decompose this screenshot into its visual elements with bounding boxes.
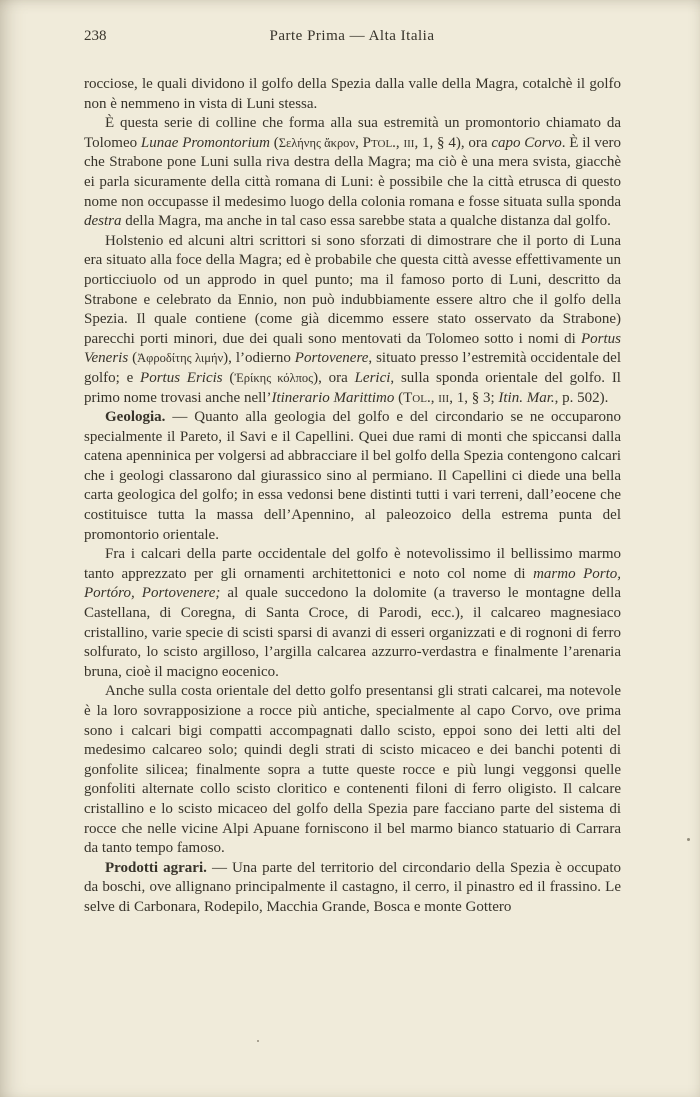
text-run: , <box>355 134 363 151</box>
text-run: Ptol. <box>362 134 396 151</box>
paragraph <box>84 682 621 858</box>
paragraph <box>84 114 621 232</box>
text-run: , sulla sponda orientale del golfo. Il primo nome trovasi anche nell’ <box>84 369 621 406</box>
text-run: Ἀφροδίτης λιμήν <box>137 351 224 366</box>
text-run: ( <box>269 134 279 151</box>
scan-speck <box>687 838 690 841</box>
text-run: Lerici <box>354 369 391 386</box>
text-run: iii <box>438 389 450 406</box>
paragraph <box>84 232 621 408</box>
text-run: Holstenio ed alcuni altri scrittori si sono sforzati di dimostrare che il porto di Luna era situato alla foce della Magra; ed è probabile che questa città avesse effettivamente un porticciuolo od un approdo in quel punto; ma il famoso porto di Luni, descritto da Strabone e celebrato da Ennio, non può indubbiamente essere altro che il golfo della Spezia. Il quale contiene (come già dicemmo essere stato osservato da Strabone) parecchi porti minori, due dei quali sono mentovati da Tolomeo sotto i nomi di <box>84 232 621 347</box>
text-run: rocciose, le quali dividono il golfo della Spezia dalla valle della Magra, cotalchè il golfo non è nemmeno in vista di Luni stessa. <box>84 76 621 112</box>
text-run: ), l’odierno <box>223 350 295 367</box>
paragraph <box>84 545 621 682</box>
text-run: al quale succedono la dolomite (a traverso le montagne della Castellana, di Coregna, di Santa Croce, di Parodi, ecc.), il calcareo magnesiaco cristallino, varie specie di scisti sparsi di avanzi di esseri organizzati e di rognoni di ferro solfurato, lo scisto argilloso, l’argilla calcarea azzurro-verdastra e finalmente l’arenaria bruna, cioè il macigno eocenico. <box>84 585 621 680</box>
text-run: , <box>430 389 439 406</box>
text-run: Portus Veneris <box>84 330 621 367</box>
text-run: Anche sulla costa orientale del detto golfo presentansi gli strati calcarei, ma notevole è la loro sovrapposizione a rocce più antiche, specialmente al capo Corvo, ove prima sono i calcari bigi compatti accompagnati dallo scisto, eppoi sono dei letti alti del medesimo calcareo solo; quindi degli strati di scisto micaceo e dei banchi potenti di gonfolite silicea; finalmente sopra a tutte queste rocce e più lungi veggonsi quelle gonfoliti alternate collo scisto cloritico e contenenti filoni di ferro oligisto. Il calcare cristallino e lo scisto micaceo del golfo della Spezia pare facciano parte del sistema di rocce che nelle vicine Alpi Apuane forniscono il bel marmo bianco statuario di Carrara da tanto tempo famoso. <box>84 683 621 857</box>
text-run: . È il vero che Strabone pone Luni sulla riva destra della Magra; ma ciò è una mera svista, giacchè ei parla sicuramente della città romana di Luni: è possibile che la città etrusca di questo nome non occupasse il medesimo luogo della colonia romana e fosse situata sulla sponda <box>84 134 622 210</box>
text-run: Itin. Mar. <box>498 389 555 406</box>
text-run: , p. 502). <box>554 389 609 406</box>
page-number: 238 <box>84 28 107 44</box>
text-run: Tol. <box>403 389 431 406</box>
text-run: ), ora <box>313 369 355 386</box>
text-run: È questa serie di colline che forma alla sua estremità un promontorio chiamato da Tolomeo <box>84 115 621 151</box>
text-run: Portus Ericis <box>140 369 223 386</box>
page-header <box>84 28 620 48</box>
running-title: Parte Prima — Alta Italia <box>269 28 435 44</box>
paragraph-prodotti-agrari <box>84 859 621 918</box>
text-run: Ἐρίκης κόλπος <box>234 370 314 385</box>
text-run: ( <box>222 369 235 386</box>
text-run: iii <box>403 134 415 151</box>
text-run: , <box>395 134 404 151</box>
text-run: — Quanto alla geologia del golfo e del circondario se ne occuparono specialmente il Pareto, il Savi e il Capellini. Quei due rami di monti che spiccansi dalla catena apenninica per volgersi ad abbracciare il bel golfo della Spezia contengono calcari che i geologi classarono dal giurassico sino al permiano. Il Capellini ci diede una bella carta geologica del golfo; in essa vedonsi bene distinti tutti i vari terreni, dall’eocene che costituisce tutta la massa dell’Apennino, al paleozoico della estrema punta del promontorio orientale. <box>84 409 621 543</box>
text-run: , situato presso l’estremità occidentale del golfo; e <box>84 350 622 386</box>
scan-speck <box>257 1040 259 1042</box>
text-run: capo Corvo <box>491 134 562 151</box>
text-run: marmo Porto, Portóro, Portovenere; <box>84 565 621 602</box>
text-block <box>84 75 621 918</box>
text-run: — Una parte del territorio del circondario della Spezia è occupato da boschi, ove allignano principalmente il castagno, il cerro, il pinastro ed il frassino. Le selve di Carbonara, Rodepilo, Macchia Grande, Bosca e monte Gottero <box>84 859 621 915</box>
text-run: Geologia. <box>105 409 166 426</box>
text-run: destra <box>84 213 122 230</box>
text-run: , 1, § 3; <box>449 389 499 406</box>
paragraph <box>84 75 621 114</box>
text-run: Σελήνης ἄκρον <box>278 135 356 150</box>
text-run: della Magra, ma anche in tal caso essa sarebbe stata a qualche distanza dal golfo. <box>121 213 611 230</box>
text-run: Lunae Promontorium <box>140 134 270 151</box>
text-run: ( <box>128 350 138 367</box>
text-run: Fra i calcari della parte occidentale del golfo è notevolissimo il bellissimo marmo tanto apprezzato per gli ornamenti architettonici e noto col nome di <box>84 546 621 582</box>
text-run: Prodotti agrari. <box>105 859 207 876</box>
text-run: , 1, § 4), ora <box>414 134 492 151</box>
paragraph-geologia <box>84 408 621 545</box>
text-run: ( <box>394 389 404 406</box>
text-run: Itinerario Marittimo <box>271 389 395 406</box>
text-run: Portovenere <box>294 350 369 367</box>
